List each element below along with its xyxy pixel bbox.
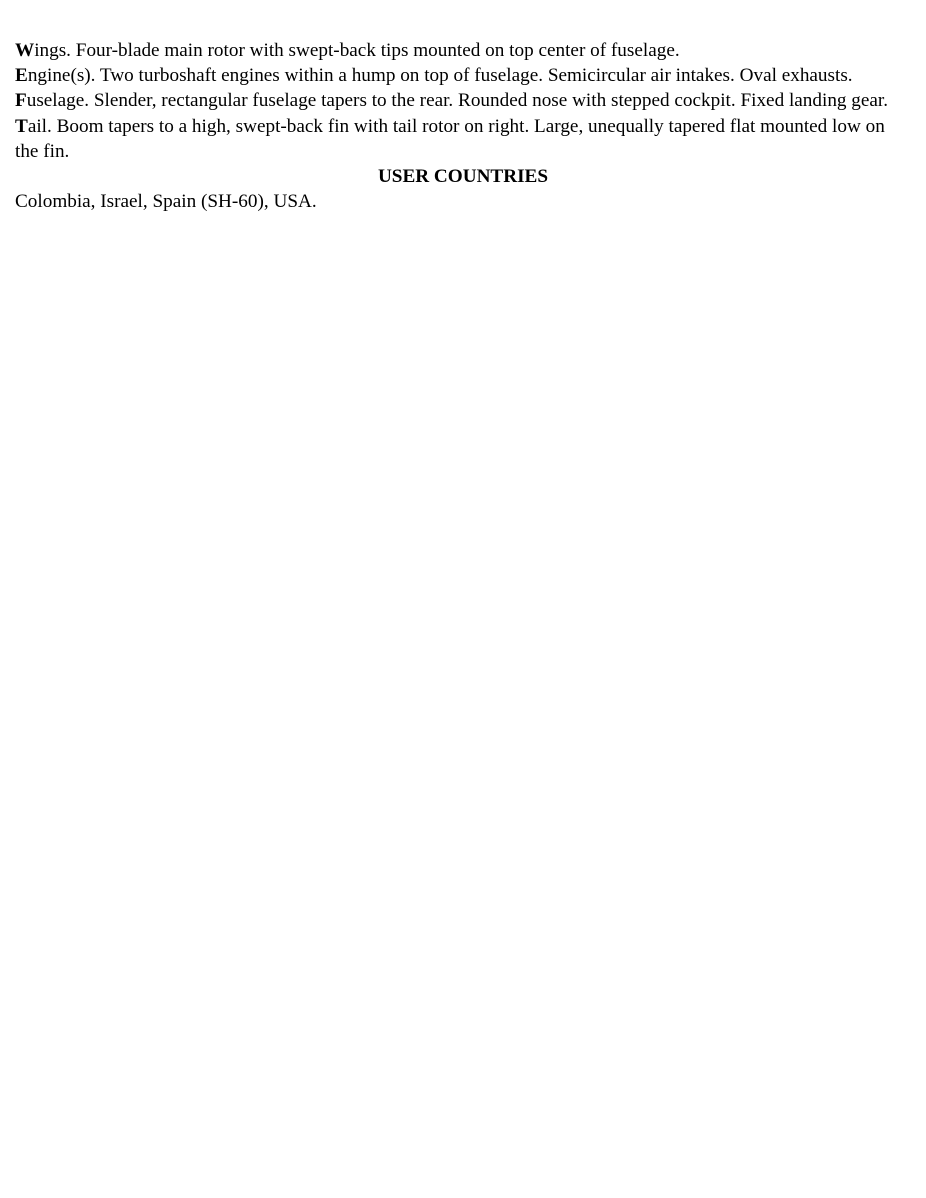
engines-paragraph <box>15 63 911 88</box>
tail-lead-letter: T <box>15 115 28 137</box>
fuselage-paragraph <box>15 88 911 113</box>
user-countries-text: Colombia, Israel, Spain (SH-60), USA. <box>15 191 317 213</box>
engines-text: ngine(s). Two turboshaft engines within a hump on top of fuselage. Semicircular air intakes. Oval exhausts. <box>27 65 853 87</box>
tail-text: ail. Boom tapers to a high, swept-back fin with tail rotor on right. Large, unequally tapered flat mounted low on the fin. <box>15 115 885 162</box>
fuselage-text: uselage. Slender, rectangular fuselage tapers to the rear. Rounded nose with stepped cockpit. Fixed landing gear. <box>26 90 889 112</box>
document-page <box>15 38 911 214</box>
wings-paragraph <box>15 38 911 63</box>
user-countries-heading: USER COUNTRIES <box>377 166 549 188</box>
engines-lead-letter: E <box>15 65 28 87</box>
tail-paragraph <box>15 114 911 164</box>
fuselage-lead-letter: F <box>15 90 27 112</box>
wings-text: ings. Four-blade main rotor with swept-back tips mounted on top center of fuselage. <box>34 40 680 61</box>
wings-lead-letter: W <box>15 40 35 61</box>
